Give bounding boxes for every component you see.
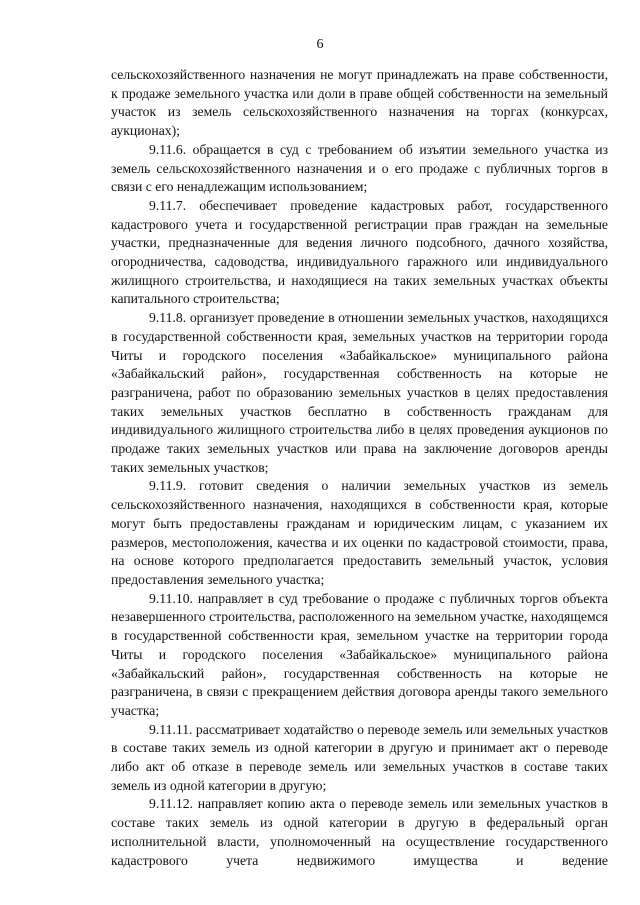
paragraph-text: 9.11.6. обращается в суд с требованием об изъятии земельного участка из земель сельскохозяйственного назначения и о его продаже с публичных торгов в связи с его ненадлежащим использованием; [111,141,608,195]
paragraph-9-11-11 [111,721,608,796]
paragraph-text: 9.11.8. организует проведение в отношении земельных участков, находящихся в государственной собственности края, земельных участков на территории города Читы и городского поселения «Забайкальское» муниципального района «Забайкальский район», государственная собственность на которые не разграничена, работ по образованию земельных участков в целях предоставления таких земельных участков бесплатно в собственность гражданам для индивидуального жилищного строительства либо в целях проведения аукционов по продаже таких земельных участков или права на заключение договоров аренды таких земельных участков; [111,310,608,475]
paragraph-text: 9.11.10. направляет в суд требование о продаже с публичных торгов объекта незавершенного строительства, расположенного на земельном участке, находящемся в государственной собственности края, земельном участке на территории города Читы и городского поселения «Забайкальское» муниципального района «Забайкальский район», государственная собственность на которые не разграничена, в связи с прекращением действия договора аренды такого земельного участка; [111,590,608,718]
paragraph-text: 9.11.9. готовит сведения о наличии земельных участков из земель сельскохозяйственного назначения, находящихся в собственности края, которые могут быть предоставлены гражданам и юридическим лицам, с указанием их размеров, местоположения, качества и их оценки по кадастровой стоимости, права, на основе которого предполагается предоставить земельный участок, условия предоставления земельного участка; [111,478,608,587]
paragraph-9-11-9 [111,477,608,589]
paragraph-9-11-10 [111,590,608,721]
document-body [111,66,608,870]
paragraph-9-11-8 [111,309,608,477]
paragraph-text: 9.11.11. рассматривает ходатайство о переводе земель или земельных участков в составе таких земель из одной категории в другую и принимает акт о переводе либо акт об отказе в переводе земель или земельных участков в составе таких земель из одной категории в другую; [111,721,608,793]
paragraph-text: 9.11.12. направляет копию акта о переводе земель или земельных участков в составе таких земель из одной категории в другую в федеральный орган исполнительной власти, уполномоченный на осуществление государственного кадастрового учета недвижимого имущества и ведение [111,796,608,868]
paragraph-text: сельскохозяйственного назначения не могут принадлежать на праве собственности, к продаже земельного участка или доли в праве общей собственности на земельный участок из земель сельскохозяйственного назначения на торгах (конкурсах, аукционах); [111,67,608,139]
paragraph-9-11-6 [111,141,608,197]
page-number: 6 [316,37,324,52]
paragraph-9-11-12 [111,795,608,870]
paragraph-9-11-7 [111,197,608,309]
paragraph-continuation [111,66,608,141]
paragraph-text: 9.11.7. обеспечивает проведение кадастровых работ, государственного кадастрового учета и государственной регистрации прав граждан на земельные участки, предназначенные для ведения личного подсобного, дачного хозяйства, огородничества, садоводства, индивидуального гаражного или индивидуального жилищного строительства, и находящиеся на таких земельных участках объекты капитального строительства; [111,197,608,307]
